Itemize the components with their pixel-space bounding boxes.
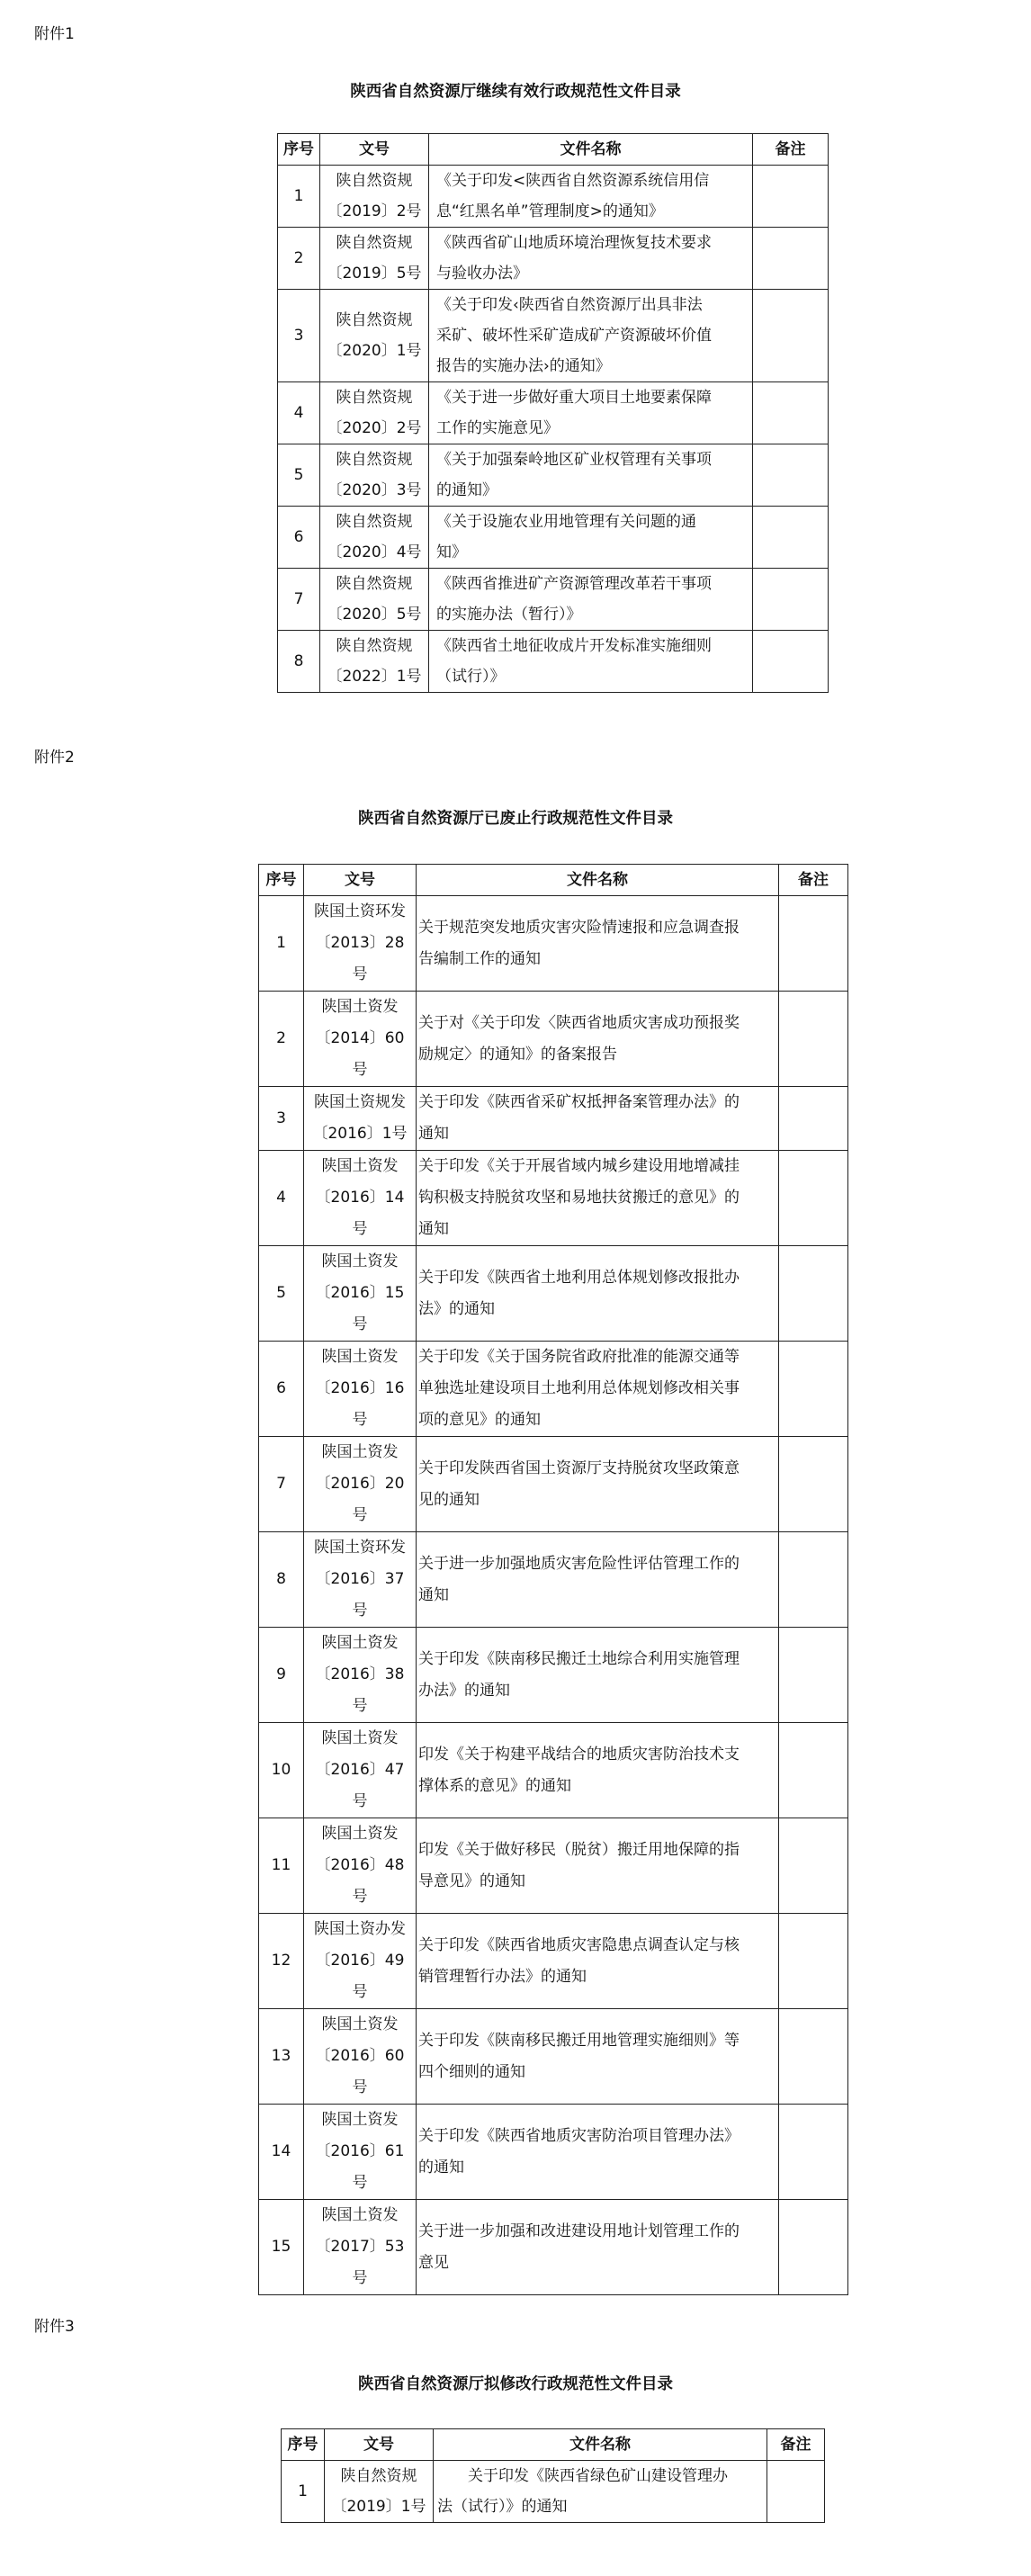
table-row [278,166,829,228]
header-index: 序号 [259,865,304,896]
row-remarks [779,2200,848,2295]
table-row [259,1914,848,2009]
row-remarks [753,166,829,228]
row-doc-number: 陕国土资发 〔2017〕53 号 [304,2200,417,2295]
table-row [259,1723,848,1818]
row-remarks [779,1342,848,1437]
header-remarks: 备注 [753,134,829,166]
table-row [259,896,848,992]
attachment-1-table [277,133,829,693]
row-doc-title: 《关于设施农业用地管理有关问题的通 知》 [429,507,753,569]
row-doc-number: 陕自然资规 〔2020〕5号 [320,569,429,631]
row-remarks [779,1437,848,1532]
row-doc-title: 关于印发《关于开展省域内城乡建设用地增减挂 钩积极支持脱贫攻坚和易地扶贫搬迁的意见》的 通知 [417,1151,779,1246]
row-remarks [753,569,829,631]
table-row [259,1246,848,1342]
row-remarks [779,1246,848,1342]
table-row [259,1151,848,1246]
row-index: 8 [259,1532,304,1628]
row-doc-number: 陕国土资办发 〔2016〕49 号 [304,1914,417,2009]
attachment-3-table [281,2428,825,2523]
row-doc-title: 关于印发《陕南移民搬迁土地综合利用实施管理 办法》的通知 [417,1628,779,1723]
table-row [282,2461,825,2523]
row-index: 5 [278,444,320,507]
row-remarks [753,290,829,382]
table-header-row [278,134,829,166]
table-row [278,444,829,507]
row-index: 11 [259,1818,304,1914]
table-row [259,1532,848,1628]
row-doc-title: 《陕西省土地征收成片开发标准实施细则 （试行）》 [429,631,753,693]
row-remarks [779,1532,848,1628]
row-doc-number: 陕自然资规 〔2019〕1号 [325,2461,434,2523]
row-index: 1 [282,2461,325,2523]
table-row [278,507,829,569]
row-doc-title: 关于印发《陕西省地质灾害防治项目管理办法》 的通知 [417,2105,779,2200]
row-index: 7 [259,1437,304,1532]
row-doc-title: 关于印发《关于国务院省政府批准的能源交通等 单独选址建设项目土地利用总体规划修改相关事 项的意见》的通知 [417,1342,779,1437]
row-index: 9 [259,1628,304,1723]
row-index: 8 [278,631,320,693]
header-remarks: 备注 [779,865,848,896]
attachment-2-label: 附件2 [34,749,75,767]
row-doc-title: 关于印发《陕南移民搬迁用地管理实施细则》等 四个细则的通知 [417,2009,779,2105]
table-row [278,228,829,290]
table-row [278,569,829,631]
attachment-1-title: 陕西省自然资源厅继续有效行政规范性文件目录 [350,83,681,101]
row-doc-number: 陕自然资规 〔2020〕3号 [320,444,429,507]
row-doc-number: 陕国土资发 〔2016〕60 号 [304,2009,417,2105]
row-index: 4 [278,382,320,444]
row-doc-number: 陕国土资发 〔2014〕60 号 [304,992,417,1087]
row-remarks [779,1723,848,1818]
row-doc-title: 《关于印发<陕西省自然资源系统信用信 息“红黑名单”管理制度>的通知》 [429,166,753,228]
table-header-row [259,865,848,896]
row-doc-number: 陕国土资发 〔2016〕48 号 [304,1818,417,1914]
row-doc-number: 陕自然资规 〔2019〕2号 [320,166,429,228]
row-remarks [753,631,829,693]
row-doc-number: 陕国土资发 〔2016〕16 号 [304,1342,417,1437]
row-index: 3 [259,1087,304,1151]
row-remarks [779,1628,848,1723]
row-doc-title: 《关于印发‹陕西省自然资源厅出具非法 采矿、破坏性采矿造成矿产资源破坏价值 报告的实施办法›的通知》 [429,290,753,382]
row-remarks [753,507,829,569]
row-doc-title: 印发《关于构建平战结合的地质灾害防治技术支 撑体系的意见》的通知 [417,1723,779,1818]
row-doc-number: 陕自然资规 〔2020〕1号 [320,290,429,382]
header-doc-number: 文号 [325,2429,434,2461]
table-row [259,1342,848,1437]
attachment-2-table [258,864,848,2295]
row-index: 2 [278,228,320,290]
header-doc-title: 文件名称 [434,2429,767,2461]
row-doc-title: 关于印发《陕西省绿色矿山建设管理办 法（试行）》的通知 [434,2461,767,2523]
header-remarks: 备注 [767,2429,825,2461]
row-index: 12 [259,1914,304,2009]
row-doc-title: 关于印发陕西省国土资源厅支持脱贫攻坚政策意 见的通知 [417,1437,779,1532]
row-doc-number: 陕国土资环发 〔2013〕28 号 [304,896,417,992]
row-index: 7 [278,569,320,631]
row-doc-title: 关于进一步加强地质灾害危险性评估管理工作的 通知 [417,1532,779,1628]
row-remarks [779,1818,848,1914]
header-index: 序号 [282,2429,325,2461]
table-header-row [282,2429,825,2461]
row-doc-title: 《陕西省矿山地质环境治理恢复技术要求 与验收办法》 [429,228,753,290]
row-index: 2 [259,992,304,1087]
table-row [278,382,829,444]
header-doc-number: 文号 [320,134,429,166]
row-doc-number: 陕自然资规 〔2020〕4号 [320,507,429,569]
row-doc-number: 陕自然资规 〔2019〕5号 [320,228,429,290]
row-index: 6 [259,1342,304,1437]
table-row [259,2200,848,2295]
table-row [278,631,829,693]
row-remarks [779,1151,848,1246]
row-remarks [753,228,829,290]
row-index: 14 [259,2105,304,2200]
row-remarks [779,1914,848,2009]
header-doc-number: 文号 [304,865,417,896]
table-row [278,290,829,382]
row-doc-title: 关于规范突发地质灾害灾险情速报和应急调查报 告编制工作的通知 [417,896,779,992]
row-remarks [753,382,829,444]
row-remarks [779,1087,848,1151]
row-index: 1 [278,166,320,228]
row-doc-title: 关于对《关于印发〈陕西省地质灾害成功预报奖 励规定〉的通知》的备案报告 [417,992,779,1087]
row-doc-title: 关于印发《陕西省采矿权抵押备案管理办法》的 通知 [417,1087,779,1151]
row-remarks [779,2009,848,2105]
table-row [259,1818,848,1914]
row-doc-number: 陕国土资发 〔2016〕61 号 [304,2105,417,2200]
row-doc-number: 陕国土资发 〔2016〕15 号 [304,1246,417,1342]
row-doc-number: 陕国土资发 〔2016〕38 号 [304,1628,417,1723]
row-remarks [779,2105,848,2200]
row-doc-title: 《陕西省推进矿产资源管理改革若干事项 的实施办法（暂行）》 [429,569,753,631]
row-doc-number: 陕国土资环发 〔2016〕37 号 [304,1532,417,1628]
row-doc-number: 陕国土资发 〔2016〕14 号 [304,1151,417,1246]
row-doc-number: 陕国土资发 〔2016〕20 号 [304,1437,417,1532]
attachment-1-label: 附件1 [34,25,75,43]
row-index: 3 [278,290,320,382]
table-row [259,1087,848,1151]
row-doc-number: 陕自然资规 〔2020〕2号 [320,382,429,444]
row-doc-number: 陕自然资规 〔2022〕1号 [320,631,429,693]
header-doc-title: 文件名称 [417,865,779,896]
row-doc-title: 《关于进一步做好重大项目土地要素保障 工作的实施意见》 [429,382,753,444]
attachment-2-title: 陕西省自然资源厅已废止行政规范性文件目录 [358,810,673,828]
row-doc-title: 关于进一步加强和改进建设用地计划管理工作的 意见 [417,2200,779,2295]
row-remarks [767,2461,825,2523]
table-row [259,2105,848,2200]
table-row [259,1628,848,1723]
row-index: 15 [259,2200,304,2295]
row-doc-title: 关于印发《陕西省土地利用总体规划修改报批办 法》的通知 [417,1246,779,1342]
row-index: 4 [259,1151,304,1246]
attachment-3-label: 附件3 [34,2318,75,2336]
row-doc-number: 陕国土资发 〔2016〕47 号 [304,1723,417,1818]
table-row [259,1437,848,1532]
row-index: 10 [259,1723,304,1818]
row-remarks [779,896,848,992]
row-doc-title: 关于印发《陕西省地质灾害隐患点调查认定与核 销管理暂行办法》的通知 [417,1914,779,2009]
row-doc-title: 《关于加强秦岭地区矿业权管理有关事项 的通知》 [429,444,753,507]
table-row [259,2009,848,2105]
attachment-3-title: 陕西省自然资源厅拟修改行政规范性文件目录 [358,2375,673,2393]
row-remarks [753,444,829,507]
row-index: 6 [278,507,320,569]
row-doc-title: 印发《关于做好移民（脱贫）搬迁用地保障的指 导意见》的通知 [417,1818,779,1914]
header-index: 序号 [278,134,320,166]
row-index: 13 [259,2009,304,2105]
row-index: 1 [259,896,304,992]
header-doc-title: 文件名称 [429,134,753,166]
table-row [259,992,848,1087]
row-doc-number: 陕国土资规发 〔2016〕1号 [304,1087,417,1151]
row-index: 5 [259,1246,304,1342]
row-remarks [779,992,848,1087]
